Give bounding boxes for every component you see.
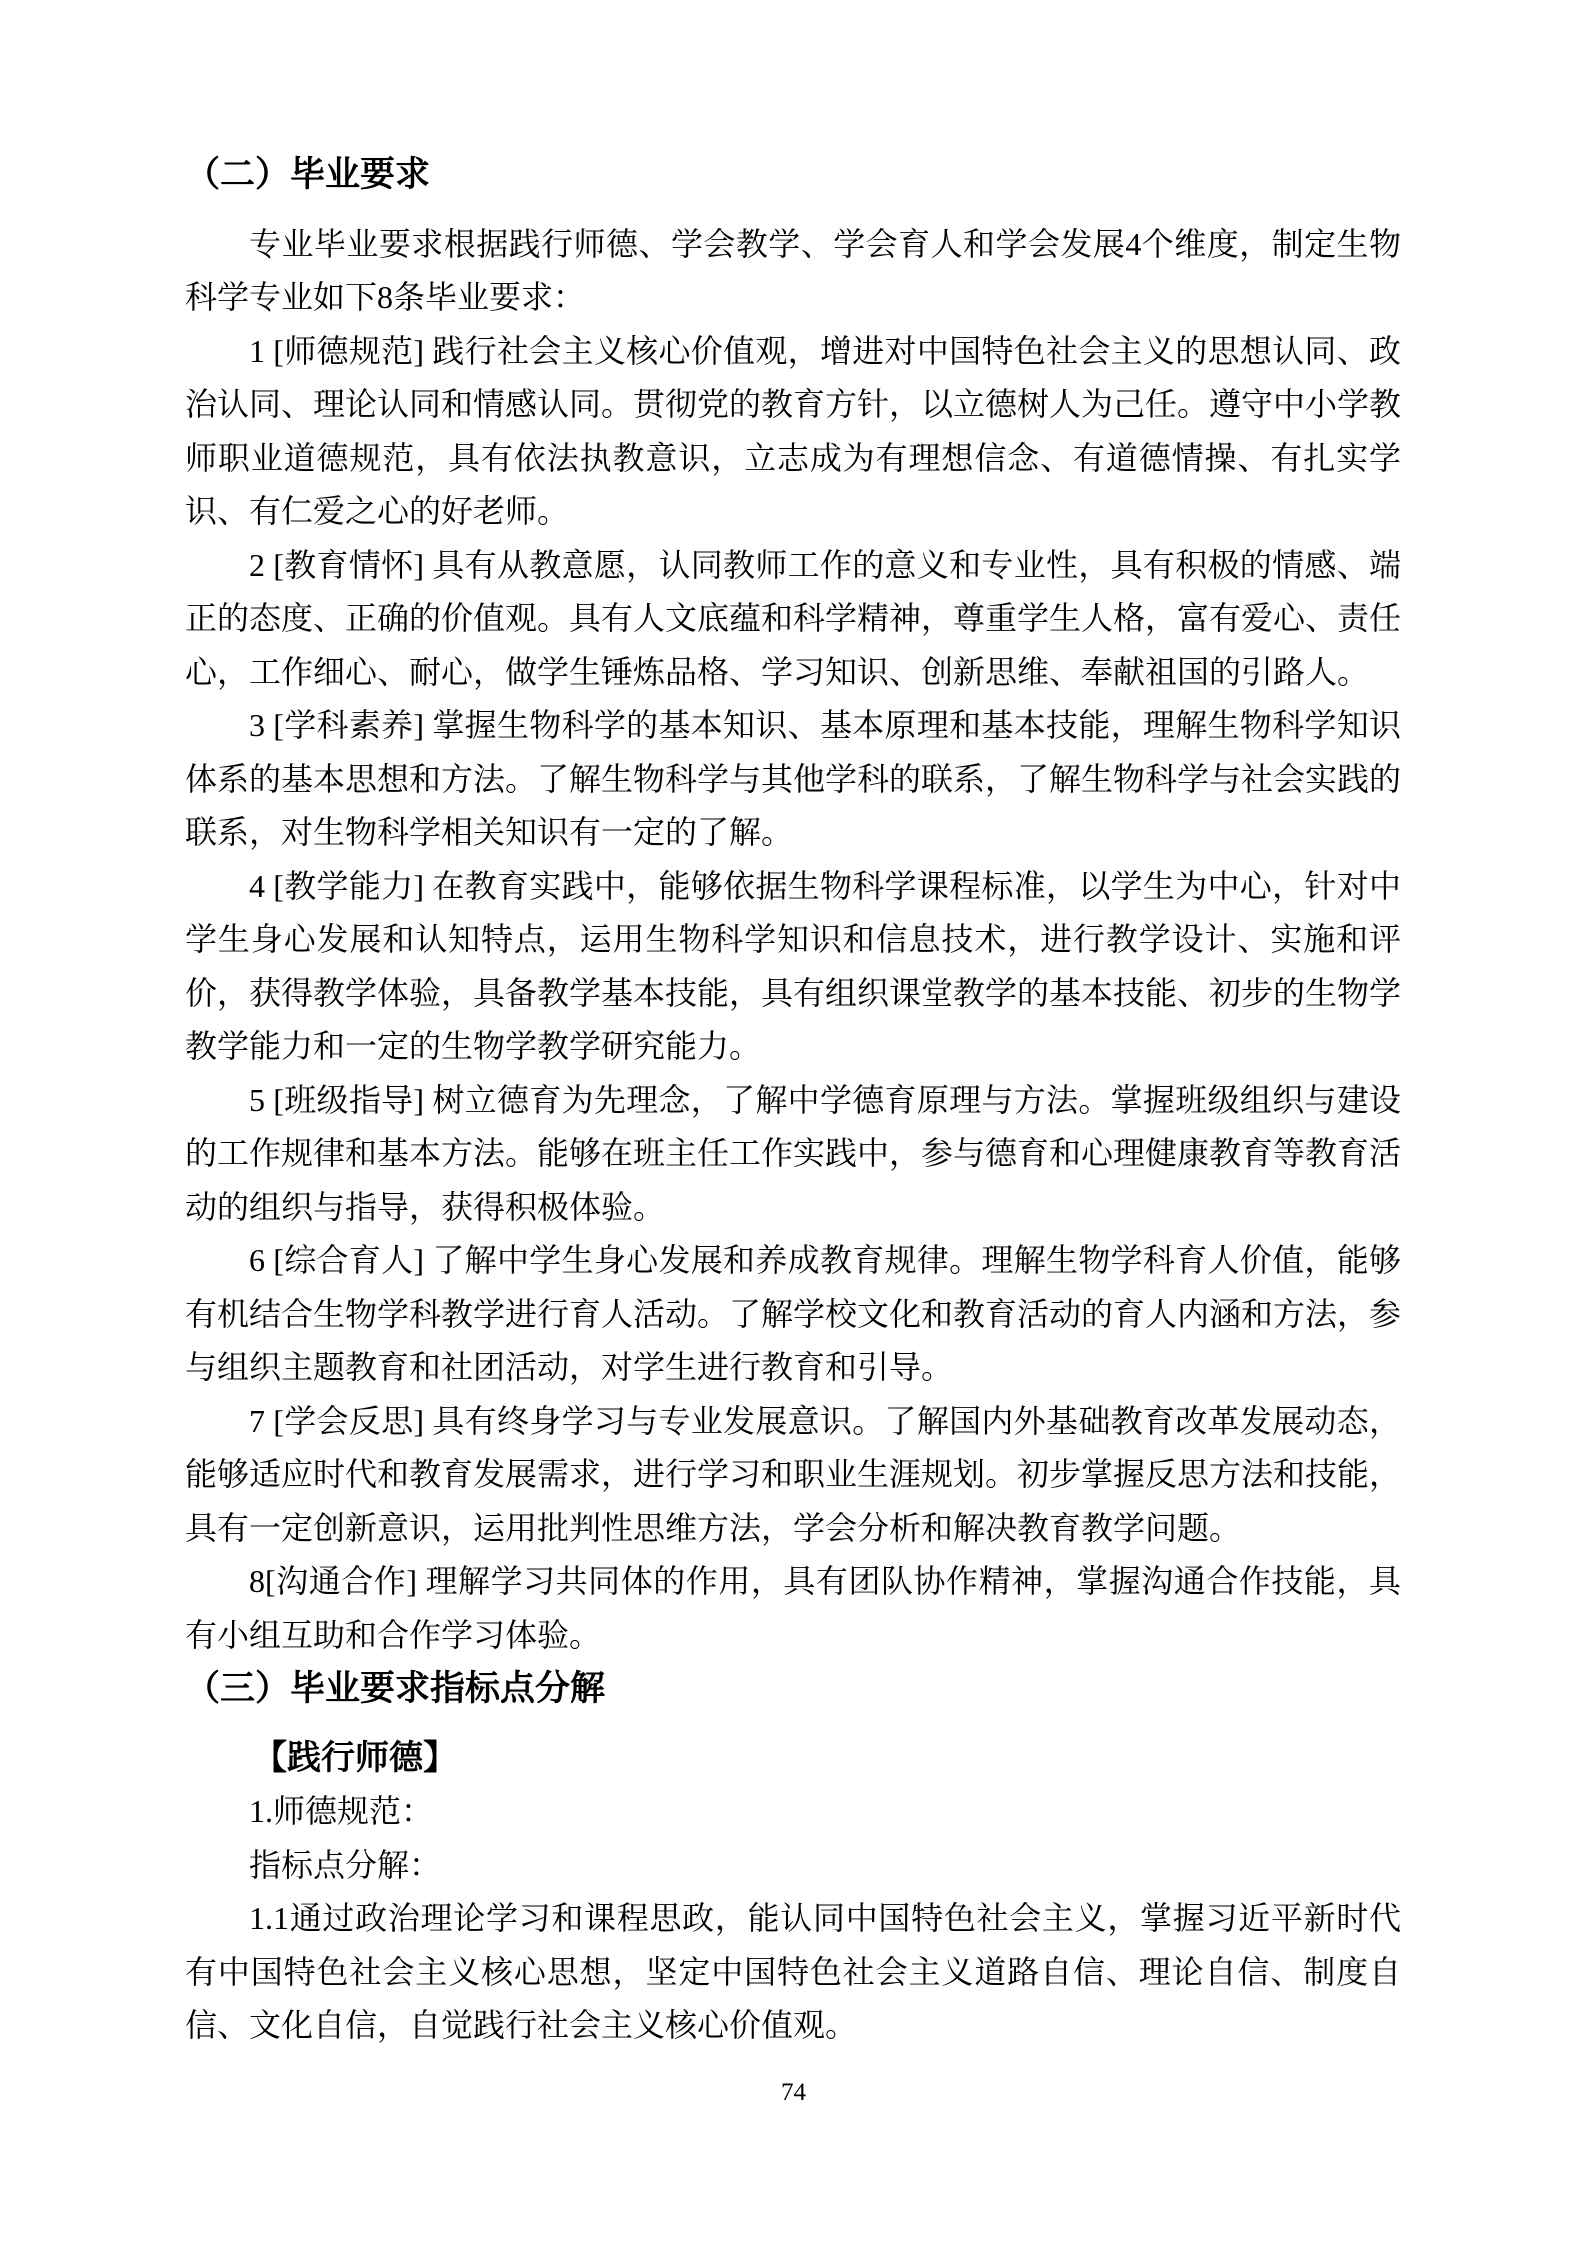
body-paragraph: 8[沟通合作] 理解学习共同体的作用，具有团队协作精神，掌握沟通合作技能，具有小组互助和合作学习体验。 <box>185 1563 1401 1653</box>
section-heading: （二）毕业要求 <box>185 155 431 194</box>
body-paragraph: 7 [学会反思] 具有终身学习与专业发展意识。了解国内外基础教育改革发展动态，能够适应时代和教育发展需求，进行学习和职业生涯规划。初步掌握反思方法和技能，具有一定创新意识，运用批判性思维方法，学会分析和解决教育教学问题。 <box>185 1402 1402 1546</box>
body-paragraph: 2 [教育情怀] 具有从教意愿，认同教师工作的意义和专业性，具有积极的情感、端正的态度、正确的价值观。具有人文底蕴和科学精神，尊重学生人格，富有爱心、责任心，工作细心、耐心，做学生锤炼品格、学习知识、创新思维、奉献祖国的引路人。 <box>185 546 1402 690</box>
body-paragraph: 4 [教学能力] 在教育实践中，能够依据生物科学课程标准，以学生为中心，针对中学生身心发展和认知特点，运用生物科学知识和信息技术，进行教学设计、实施和评价，获得教学体验，具备教学基本技能，具有组织课堂教学的基本技能、初步的生物学教学能力和一定的生物学教学研究能力。 <box>185 867 1402 1064</box>
page-number: 74 <box>781 2079 806 2106</box>
page-content <box>185 148 1401 2053</box>
body-paragraph: 5 [班级指导] 树立德育为先理念，了解中学德育原理与方法。掌握班级组织与建设的工作规律和基本方法。能够在班主任工作实践中，参与德育和心理健康教育等教育活动的组织与指导，获得积极体验。 <box>185 1081 1402 1225</box>
body-paragraph: 1.1通过政治理论学习和课程思政，能认同中国特色社会主义，掌握习近平新时代有中国特色社会主义核心思想，坚定中国特色社会主义道路自信、理论自信、制度自信、文化自信，自觉践行社会主义核心价值观。 <box>185 1900 1401 2043</box>
body-paragraph: 3 [学科素养] 掌握生物科学的基本知识、基本原理和基本技能，理解生物科学知识体系的基本思想和方法。了解生物科学与其他学科的联系，了解生物科学与社会实践的联系，对生物科学相关知识有一定的了解。 <box>185 707 1402 850</box>
body-paragraph: 6 [综合育人] 了解中学生身心发展和养成教育规律。理解生物学科育人价值，能够有机结合生物学科教学进行育人活动。了解学校文化和教育活动的育人内涵和方法，参与组织主题教育和社团活动，对学生进行教育和引导。 <box>185 1242 1402 1385</box>
body-paragraph: 专业毕业要求根据践行师德、学会教学、学会育人和学会发展4个维度，制定生物科学专业如下8条毕业要求： <box>185 225 1401 315</box>
body-paragraph: 指标点分解： <box>249 1846 442 1883</box>
section-heading: （三）毕业要求指标点分解 <box>185 1669 606 1708</box>
body-paragraph: 1 [师德规范] 践行社会主义核心价值观，增进对中国特色社会主义的思想认同、政治认同、理论认同和情感认同。贯彻党的教育方针，以立德树人为己任。遵守中小学教师职业道德规范，具有依法执教意识，立志成为有理想信念、有道德情操、有扎实学识、有仁爱之心的好老师。 <box>185 332 1402 529</box>
body-paragraph: 1.师德规范： <box>249 1793 434 1829</box>
dimension-heading: 【践行师德】 <box>253 1738 457 1777</box>
